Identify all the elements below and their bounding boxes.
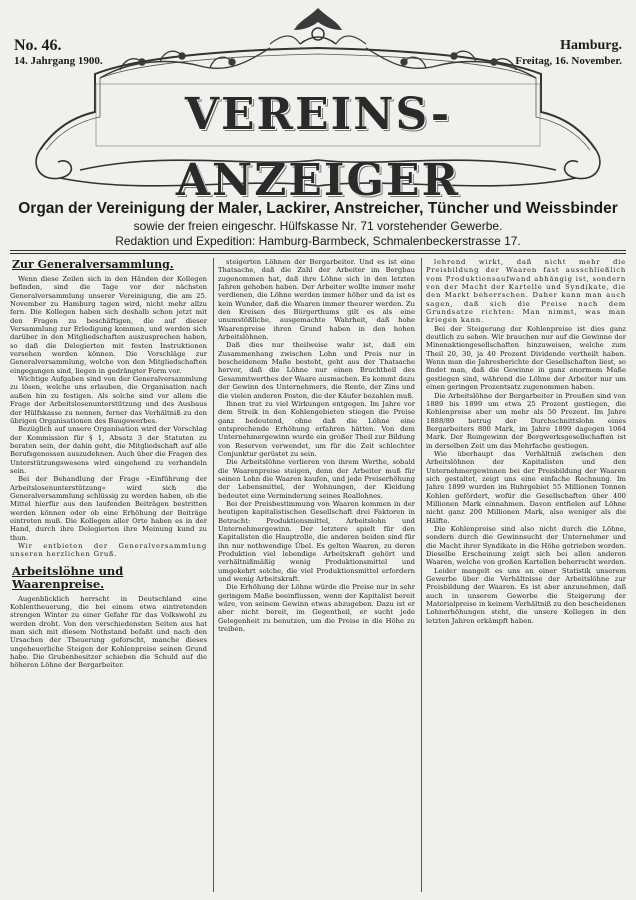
- fund-subline: sowie der freien eingeschr. Hülfskasse Nr. 71 vorstehender Gewerbe.: [133, 219, 503, 233]
- header-rule: [10, 250, 626, 251]
- column-divider: [421, 258, 422, 892]
- issue-info: [14, 38, 103, 68]
- column-divider: [213, 258, 214, 892]
- title-text: VEREINS-ANZEIGER: [175, 89, 461, 206]
- column-1: [10, 258, 207, 892]
- article-paragraph: Wenn diese Zeilen sich in den Händen der Kollegen befinden, sind die Tage vor der nächsten Generalversammlung unserer Vereinigung, die am 25. November zu Hamburg tagen wird, nicht mehr allzu fern. Die Kollegen haben sich deshalb schon jetzt mit den Fragen zu beschäftigen, die auf dieser Versammlung zur Erledigung kommen, und werden sich darüber in den Mitgliedschaften auszusprechen haben, so daß die Delegierten mit festen Instruktionen versehen werden können. Die Vorschläge zur Generalversammlung, welche von den Mitgliedschaften eingegangen sind, liegen in gedrängter Form vor.: [10, 275, 207, 375]
- article-paragraph: Ihnen trat zu viel Wirkungen entgegen. Im Jahre vor dem Streik in den Kohlengebieten stiegen die Preise ganz bedeutend, ohne daß die Löhne eine entsprechende Erhöhung erfahren hätten. Von dem Unternehmergewinn wurde ein großer Theil zur Bildung von Reserven verwendet, um für die Zeit schlechter Conjunktur gerüstet zu sein.: [218, 399, 415, 458]
- article-paragraph: Bei der Steigerung der Kohlenpreise ist dies ganz deutlich zu sehen. Wir brauchen nur auf die Gewinne der Minenaktiengesellschaften hinzuweisen, welche zum Theil 20, 30, ja 40 Prozent Dividende vertheilt haben. Wenn man die Jahresberichte der Gesellschaften liest, so findet man, daß die Gewinne in ganz enormem Maße gestiegen sind, während die Löhne der Arbeiter nur um einen geringen Prozentsatz zugenommen haben.: [426, 324, 626, 392]
- article-heading: Zur Generalversammlung.: [12, 258, 174, 271]
- article-paragraph: Die Arbeitslöhne verlieren von ihrem Werthe, sobald die Waarenpreise steigen, denn der Arbeiter muß für seinen Lohn die Waaren kaufen, und jede Preiserhöhung der Lebensmittel, der Wohnungen, der Kleidung bedeutet eine Verminderung seines Reallohnes.: [218, 458, 415, 500]
- volume-year: 14. Jahrgang 1900.: [14, 55, 103, 67]
- column-2: [218, 258, 415, 892]
- column-3: [426, 258, 626, 892]
- article-paragraph: Die Erhöhung der Löhne würde die Preise nur in sehr geringem Maße beeinflussen, wenn der Kapitalist bereit wäre, von seinem Gewinn etwas abzugeben. Dazu ist er aber nicht bereit, im Gegentheil, er sucht jede Gelegenheit zu benutzen, um die Preise in die Höhe zu treiben.: [218, 583, 415, 634]
- issue-number: No. 46.: [14, 37, 62, 54]
- article-paragraph: Die Arbeitslöhne der Bergarbeiter in Preußen sind von 1889 bis 1899 um etwa 25 Prozent gestiegen, die Kohlenpreise aber um mehr als 50 Prozent. Im Jahre 1888/89 betrug der Durchschnittslohn eines Bergarbeiters 800 Mark, im Jahre 1899 dagegen 1064 Mark. Der Reingewinn der Bergwerksgesellschaften ist in derselben Zeit um das Mehrfache gestiegen.: [426, 391, 626, 450]
- article-heading: Arbeitslöhne und Waarenpreise.: [12, 563, 124, 591]
- publication-date: Freitag, 16. November.: [515, 55, 622, 67]
- article-paragraph: Bei der Preisbestimmung von Waaren kommen in der heutigen kapitalistischen Gesellschaft drei Faktoren in Betracht: Produktionsmittel, Arbeitslohn und Unternehmergewinn. Der letztere spielt für den Kapitalisten die Hauptrolle, die anderen beiden sind für ihn nur nothwendige Übel. Es gelten Waaren, zu deren Produktion viel lebendige Arbeitskraft gehört und verhältnißmäßig wenig Produktionsmittel und umgekehrt solche, die viel Produktionsmittel erfordern und wenig Arbeitskraft.: [218, 499, 415, 584]
- article-paragraph: Bei der Behandlung der Frage »Einführung der Arbeitslosenunterstützung« wird sich die Generalversammlung schlüssig zu werden haben, ob die Mittel hierfür aus den laufenden Beiträgen bestritten werden können oder ob eine Erhöhung der Beiträge eintreten muß. Die Kollegen aller Orte haben es in der Hand, durch ihre Delegierten ihre Meinung kund zu thun.: [10, 475, 207, 542]
- city-name: Hamburg.: [560, 38, 622, 53]
- article-paragraph: Daß dies nur theilweise wahr ist, daß ein Zusammenhang zwischen Lohn und Preis nur in bescheidenem Maße besteht, geht aus der Thatsache hervor, daß die Löhne nur einen Bruchtheil des Gesammtwerthes der Waare ausmachen. Es kommt dazu der Gewinn des Unternehmers, die Rente, der Zins und die vielen anderen Posten, die der Käufer bezahlen muß.: [218, 341, 415, 400]
- masthead-meta: [14, 38, 622, 72]
- article-paragraph: Die Kohlenpreise sind also nicht durch die Löhne, sondern durch die Gewinnsucht der Unternehmer und die Macht ihrer Syndikate in die Höhe getrieben worden. Dieselbe Erscheinung zeigt sich bei allen anderen Waaren, welche von großen Kartellen beherrscht werden.: [426, 525, 626, 567]
- organ-subtitle: Organ der Vereinigung der Maler, Lackirer, Anstreicher, Tüncher und Weissbinder: [18, 200, 618, 217]
- editorial-address: Redaktion und Expedition: Hamburg-Barmbeck, Schmalenbeckerstrasse 17.: [115, 234, 521, 248]
- article-paragraph: Wie überhaupt das Verhältniß zwischen den Arbeitslöhnen der Kapitalisten und den Unternehmergewinnen bei der Preisbildung der Waaren sich gestaltet, zeigt uns eine einfache Rechnung. Im Jahre 1899 wurden im Ruhrgebiet 55 Millionen Tonnen Kohlen gefördert, wofür die Gesellschaften über 400 Millionen Mark einnahmen. Davon entfielen auf Löhne nicht ganz 200 Millionen Mark, also weniger als die Hälfte.: [426, 449, 626, 525]
- newspaper-title: [88, 82, 548, 206]
- article-paragraph: Wir entbieten der Generalversammlung unseren herzlichen Gruß.: [10, 542, 207, 559]
- article-paragraph: Wichtige Aufgaben sind von der Generalversammlung zu lösen, welche uns erlauben, die Organisation nach außen hin zu festigen. Als solche sind vor allem die Frage der Arbeitslosenunterstützung und des Ausbaus der Hülfskasse zu nennen, ferner das Verhältniß zu den übrigen Organisationen des Baugewerbes.: [10, 375, 207, 425]
- article-paragraph: steigerten Löhnen der Bergarbeiter. Und es ist eine Thatsache, daß die Zahl der Arbeiter im Bergbau zugenommen hat, daß ihre Löhne sich in den letzten Jahren gehoben haben. Der Arbeiter wollte immer mehr verdienen, die Löhne werden immer höher und da ist es kein Wunder, daß die Waaren immer theurer werden. Zu den Kreisen des Bürgerthums gilt es als eine unumstößliche, ausgemachte Wahrheit, daß hohe Waarenpreise ihren Grund haben in den hohen Arbeitslöhnen.: [218, 258, 415, 342]
- header-rule-thin: [10, 253, 626, 254]
- article-columns: [10, 258, 626, 892]
- article-paragraph: lehrend wirkt, daß nicht mehr die Preisbildung der Waaren fast ausschließlich vom Produktionsaufwand abhängig ist, sondern von der Macht der Kartelle und Syndikate, die den Markt beherrschen. Daher kann man auch sagen, daß sich die Preise nach dem Grundsatze richten: Man nimmt, was man kriegen kann.: [426, 258, 626, 325]
- article-paragraph: Bezüglich auf unsere Organisation wird der Vorschlag der Kommission für § 1, Absatz 3 der Statuten zu beraten sein, der dahin geht, die Mitgliedschaft auf alle Berufsgenossen auszudehnen. Auch über die Fragen des Unterstützungswesens wird eingehend zu verhandeln sein.: [10, 425, 207, 475]
- article-paragraph: Augenblicklich herrscht in Deutschland eine Kohlentheuerung, die bei einem etwa eintretenden strengen Winter zu einer Gefahr für das Volkswohl zu werden droht. Von den verschiedensten Seiten aus hat man sich mit diesem Nothstand befaßt und nach den Ursachen der Theuerung geforscht, manche dieses ungeheuerliche Steigen der Kohlenpreise seinen Grund habe. Die Grubenbesitzer schieben die Schuld auf die höheren Löhne der Bergarbeiter.: [10, 594, 207, 670]
- article-paragraph: Leider mangelt es uns an einer Statistik unserem Gewerbe über die Verhältnisse der Arbeitslöhne zur Preisbildung der Waaren. Es ist aber anzunehmen, daß auch in unserem Gewerbe die Steigerung der Materialpreise in keinem Verhältniß zu den bescheidenen Lohnerhöhungen steht, die unsere Kollegen in den letzten Jahren erkämpft haben.: [426, 566, 626, 625]
- date-info: [515, 38, 622, 68]
